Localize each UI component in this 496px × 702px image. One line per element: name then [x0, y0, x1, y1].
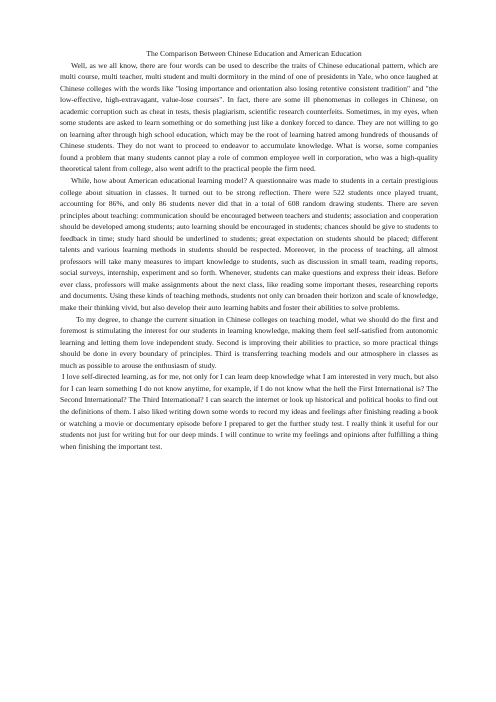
document-title: The Comparison Between Chinese Education and American Education [146, 49, 362, 58]
paragraph-suggestions: To my degree, to change the current situation in Chinese colleges on teaching model, what we should do the first and foremost is stimulating the interest for our students in learning knowledge, making them feel self-satisfied from autonomic learning and letting them love independent study. Second is improving their abilities to practice, so more practical things should be done in every boundary of principles. Third is transferring teaching models and our atmosphere in classes as much as possible to arouse the enthusiasm of study. [60, 314, 438, 370]
paragraph-chinese-education: Well, as we all know, there are four words can be used to describe the traits of Chinese educational pattern, which are multi course, multi teacher, multi student and multi dormitory in the mind of one of presidents in Yale, who once laughed at Chinese colleges with the words like "losing importance and orientation also losing retentive consistent tradition" and "the low-effective, high-extravagant, value-lose courses". In fact, there are some ill phenomenas in colleges in Chinese, on academic corruption such as cheat in tests, thesis plagiarism, scientific research counterfeits. Sometimes, in my eyes, when some students are asked to learn something or do something just like a donkey forced to dance. They are not willing to go on learning after through high school education, which may be the root of learning hatred among hundreds of thousands of Chinese students. They do not want to proceed to endeavor to accumulate knowledge. What is worse, some companies found a problem that many students cannot play a role of common employee well in corporation, who was a high-quality theoretical talent from college, also went adrift to the practical people the firm need. [60, 60, 438, 174]
paragraph-self-directed-learning: I love self-directed learning, as for me, not only for I can learn deep knowledge what I am interested in very much, but also for I can learn something I do not know anytime, for example, if I do not know what the hell the First International is? The Second International? The Third International? I can search the internet or look up historical and political books to find out the definitions of them. I also liked writing down some words to record my ideas and feelings after finishing reading a book or watching a movie or documentary episode before I prepared to get the further study test. I really think it useful for our students not just for writing but for our deep minds. I will continue to write my feelings and opinions after fulfilling a thing when finishing the important test. [60, 372, 438, 451]
paragraph-american-education: While, how about American educational learning model? A questionnaire was made to students in a certain prestigious college about situation in classes. It turned out to be strong reflection. There were 522 students once played truant, accounting for 86%, and only 86 students never did that in a total of 608 random drawing students. There are seven principles about teaching: communication should be encouraged between teachers and students; association and cooperation should be developed among students; auto learning should be encouraged in students; chances should be give to students to feedback in time; study hard should be underlined to students; great expectation on students should be placed; different talents and various learning methods in students should be respected. Moreover, in the process of teaching, all almost professors will take many measures to impart knowledge to students, such as discussion in small team, reading reports, social surveys, internship, experiment and so forth. Whenever, students can make questions and express their ideas. Before ever class, professors will make assignments about the next class, like reading some important theses, researching reports and documents. Using these kinds of teaching methods, students not only can broaden their horizon and scale of knowledge, make their thinking vivid, but also develop their auto learning habits and foster their abilities to solve problems. [60, 176, 438, 313]
document-page [60, 48, 438, 452]
